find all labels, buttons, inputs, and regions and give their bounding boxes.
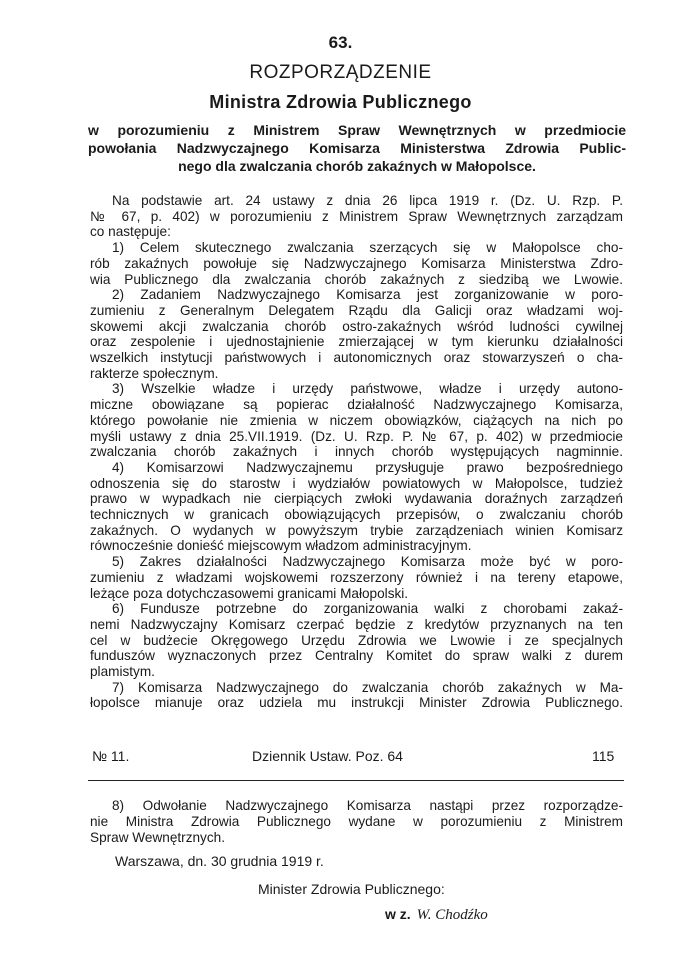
issue-number: № 11. xyxy=(92,748,130,764)
text-line: nie Ministra Zdrowia Publicznego wydane w porozumieniu z Ministrem xyxy=(90,814,623,829)
text-line: 7) Komisarza Nadzwyczajnego do zwalczania chorób zakaźnych w Ma- xyxy=(112,679,623,695)
text-line: równocześnie donieść miejscowym władzom administracyjnym. xyxy=(90,538,472,554)
text-line: wszelkich instytucji państwowych i autonomicznych oraz stowarzyszeń o cha- xyxy=(90,350,623,365)
text-line: rakterze społecznym. xyxy=(90,365,219,381)
text-line: zakaźnych. O wydanych w powyższym trybie zarządzeniach winien Komisarz xyxy=(90,522,623,538)
text-line: leżące poza dotychczasowemi granicami Małopolski. xyxy=(90,585,409,601)
signature-prefix: w z. xyxy=(385,906,411,922)
signature-name: W. Chodźko xyxy=(416,907,488,923)
journal-reference: Dziennik Ustaw. Poz. 64 xyxy=(252,748,403,764)
text-line: rób zakaźnych powołuje się Nadzwyczajnego Komisarza Ministerstwa Zdro- xyxy=(90,255,623,271)
act-number: 63. xyxy=(328,33,353,52)
text-line: odnoszenia się do starostw i wydziałów powiatowych w Małopolsce, tudzież xyxy=(90,475,623,491)
text-line: myśli ustawy z dnia 25.VII.1919. (Dz. U. Rzp. P. № 67, p. 402) w przedmiocie xyxy=(90,428,623,444)
text-line: 1) Celem skutecznego zwalczania szerzących się w Małopolsce cho- xyxy=(112,240,623,256)
text-line: którego powołanie nie zmienia w niczem obowiązków, ciążących na nich po xyxy=(90,412,623,428)
divider xyxy=(88,780,624,781)
text-line: cel w budżecie Okręgowego Urzędu Zdrowia we Lwowie i ze specjalnych xyxy=(90,632,623,648)
text-line: 5) Zakres działalności Nadzwyczajnego Komisarza może być w poro- xyxy=(112,554,623,570)
document-title: ROZPORZĄDZENIE xyxy=(249,62,432,83)
text-line: plamistym. xyxy=(90,664,155,679)
text-line: 4) Komisarzowi Nadzwyczajnemu przysługuje prawo bezpośredniego xyxy=(112,459,623,475)
description-line: w porozumieniu z Ministrem Spraw Wewnętrznych w przedmiocie xyxy=(88,122,626,138)
text-line: co następuje: xyxy=(90,224,171,240)
page-number: 115 xyxy=(592,748,615,764)
text-line: nemi Nadzwyczajny Komisarz czerpać będzie z kredytów przyznanych na ten xyxy=(90,616,623,632)
text-line: zumieniu z Generalnym Delegatem Rządu dla Galicji oraz władzami woj- xyxy=(90,302,623,318)
text-line: № 67, p. 402) w porozumieniu z Ministrem Spraw Wewnętrznych zarządzam xyxy=(90,208,623,224)
text-line: zumieniu z władzami wojskowemi rozszerzony również i na tereny etapowe, xyxy=(90,569,623,585)
text-line: Na podstawie art. 24 ustawy z dnia 26 lipca 1919 r. (Dz. U. Rzp. P. xyxy=(112,193,623,208)
text-line: 8) Odwołanie Nadzwyczajnego Komisarza nastąpi przez rozporządze- xyxy=(112,798,623,813)
text-line: prawo w wypadkach nie cierpiących zwłoki wydawania doraźnych zarządzeń xyxy=(90,491,623,507)
text-line: skowemi akcji zwalczania chorób ostro-zakaźnych wśród ludności cywilnej xyxy=(90,318,623,334)
signer-title: Minister Zdrowia Publicznego: xyxy=(258,881,445,897)
text-line: oraz zespolenie i ujednostajnienie zmierzającej w tym kierunku działalności xyxy=(90,334,623,350)
text-line: 6) Fundusze potrzebne do zorganizowania walki z chorobami zakaź- xyxy=(112,601,623,617)
text-line: funduszów wyznaczonych przez Centralny Komitet do spraw walki z durem xyxy=(90,648,623,664)
document-subtitle: Ministra Zdrowia Publicznego xyxy=(209,92,472,112)
signature xyxy=(385,906,488,924)
description-line: powołania Nadzwyczajnego Komisarza Ministerstwa Zdrowia Public- xyxy=(88,140,626,156)
description-line: nego dla zwalczania chorób zakaźnych w Małopolsce. xyxy=(178,158,536,174)
text-line: zwalczania chorób zakaźnych i innych chorób występujących nagminnie. xyxy=(90,444,623,460)
text-line: technicznych w granicach obowiązujących przepisów, o zwalczaniu chorób xyxy=(90,507,623,522)
text-line: Spraw Wewnętrznych. xyxy=(90,830,225,845)
text-line: wia Publicznego dla zwalczania chorób zakaźnych z siedzibą we Lwowie. xyxy=(90,271,623,287)
text-line: łopolsce mianuje oraz udziela mu instrukcji Minister Zdrowia Publicznego. xyxy=(90,695,623,711)
text-line: miczne obowiązane są popierac działalność Nadzwyczajnego Komisarza, xyxy=(90,397,623,413)
place-date: Warszawa, dn. 30 grudnia 1919 r. xyxy=(115,853,324,869)
text-line: 3) Wszelkie władze i urzędy państwowe, władze i urzędy autono- xyxy=(112,381,623,397)
text-line: 2) Zadaniem Nadzwyczajnego Komisarza jest zorganizowanie w poro- xyxy=(112,287,623,303)
